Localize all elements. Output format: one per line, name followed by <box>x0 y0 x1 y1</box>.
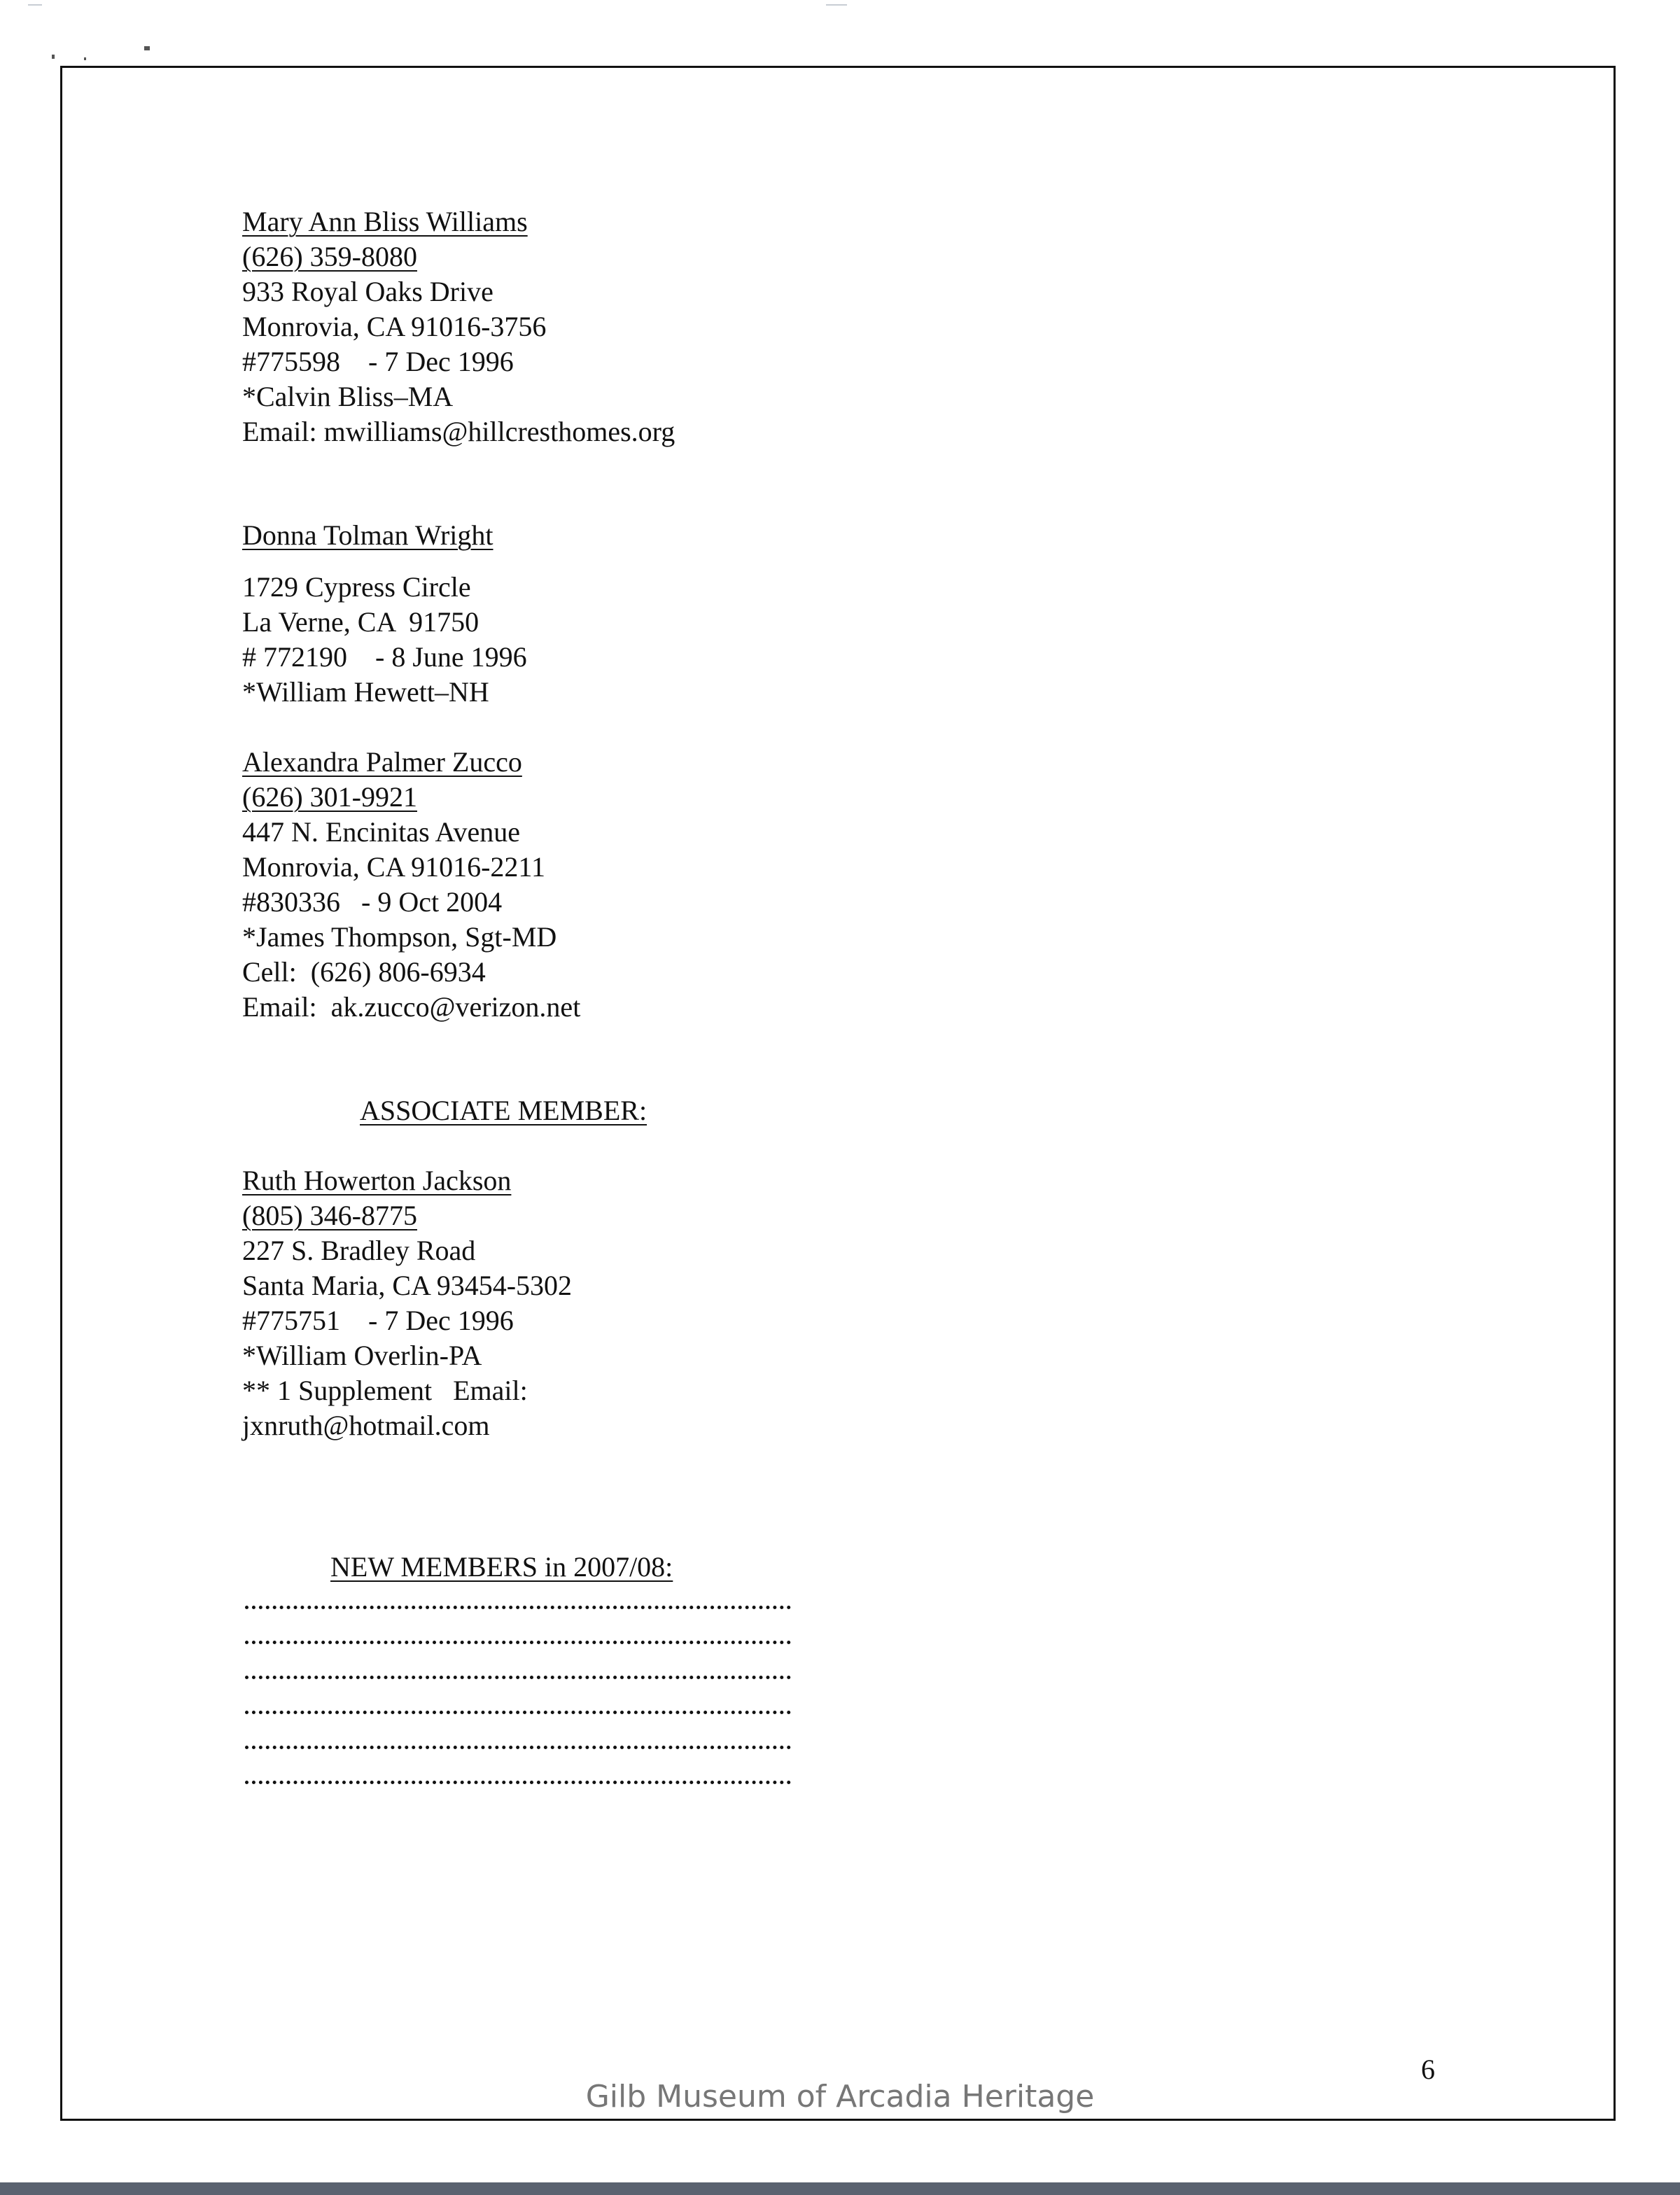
member-number-date: # 772190 - 8 June 1996 <box>242 641 527 673</box>
associate-number-date: #775751 - 7 Dec 1996 <box>242 1305 514 1336</box>
blank-entry-line <box>245 1606 791 1609</box>
member-number-date: #775598 - 7 Dec 1996 <box>242 346 514 377</box>
scan-edge <box>0 2182 1680 2195</box>
blank-entry-line <box>245 1781 791 1784</box>
page-number: 6 <box>1421 2054 1435 2085</box>
member-address-street: 447 N. Encinitas Avenue <box>242 816 520 848</box>
blank-entry-line <box>245 1711 791 1714</box>
scan-speck <box>52 55 55 59</box>
associate-ancestor: *William Overlin-PA <box>242 1340 482 1371</box>
member-name: Donna Tolman Wright <box>242 519 493 551</box>
associate-member-heading: ASSOCIATE MEMBER: <box>360 1095 648 1126</box>
member-ancestor: *William Hewett–NH <box>242 676 489 708</box>
blank-entry-line <box>245 1641 791 1644</box>
member-email: Email: ak.zucco@verizon.net <box>242 991 581 1023</box>
blank-entry-line <box>245 1746 791 1749</box>
member-phone: (626) 301-9921 <box>242 781 417 813</box>
member-address-city: Monrovia, CA 91016-2211 <box>242 851 545 883</box>
associate-address-city: Santa Maria, CA 93454-5302 <box>242 1270 573 1301</box>
member-ancestor: *James Thompson, Sgt-MD <box>242 921 557 953</box>
scan-artifact <box>826 4 847 6</box>
associate-address-street: 227 S. Bradley Road <box>242 1235 476 1266</box>
associate-email: jxnruth@hotmail.com <box>242 1410 490 1441</box>
member-number-date: #830336 - 9 Oct 2004 <box>242 886 503 918</box>
member-name: Alexandra Palmer Zucco <box>242 746 522 778</box>
member-name: Mary Ann Bliss Williams <box>242 206 528 237</box>
member-address-city: Monrovia, CA 91016-3756 <box>242 311 547 342</box>
scan-speck <box>144 46 150 50</box>
member-address-street: 1729 Cypress Circle <box>242 571 471 603</box>
member-address-city: La Verne, CA 91750 <box>242 606 479 638</box>
associate-supplement: ** 1 Supplement Email: <box>242 1375 528 1406</box>
member-cell: Cell: (626) 806-6934 <box>242 956 486 988</box>
new-members-heading: NEW MEMBERS in 2007/08: <box>330 1551 673 1583</box>
member-ancestor: *Calvin Bliss–MA <box>242 381 454 412</box>
watermark: Gilb Museum of Arcadia Heritage <box>585 2079 1095 2115</box>
member-email: Email: mwilliams@hillcresthomes.org <box>242 416 676 447</box>
associate-phone: (805) 346-8775 <box>242 1200 417 1231</box>
blank-entry-line <box>245 1676 791 1679</box>
member-phone: (626) 359-8080 <box>242 241 417 272</box>
member-address-street: 933 Royal Oaks Drive <box>242 276 493 307</box>
associate-name: Ruth Howerton Jackson <box>242 1165 512 1196</box>
scan-artifact <box>28 4 42 6</box>
scan-speck <box>84 57 86 60</box>
